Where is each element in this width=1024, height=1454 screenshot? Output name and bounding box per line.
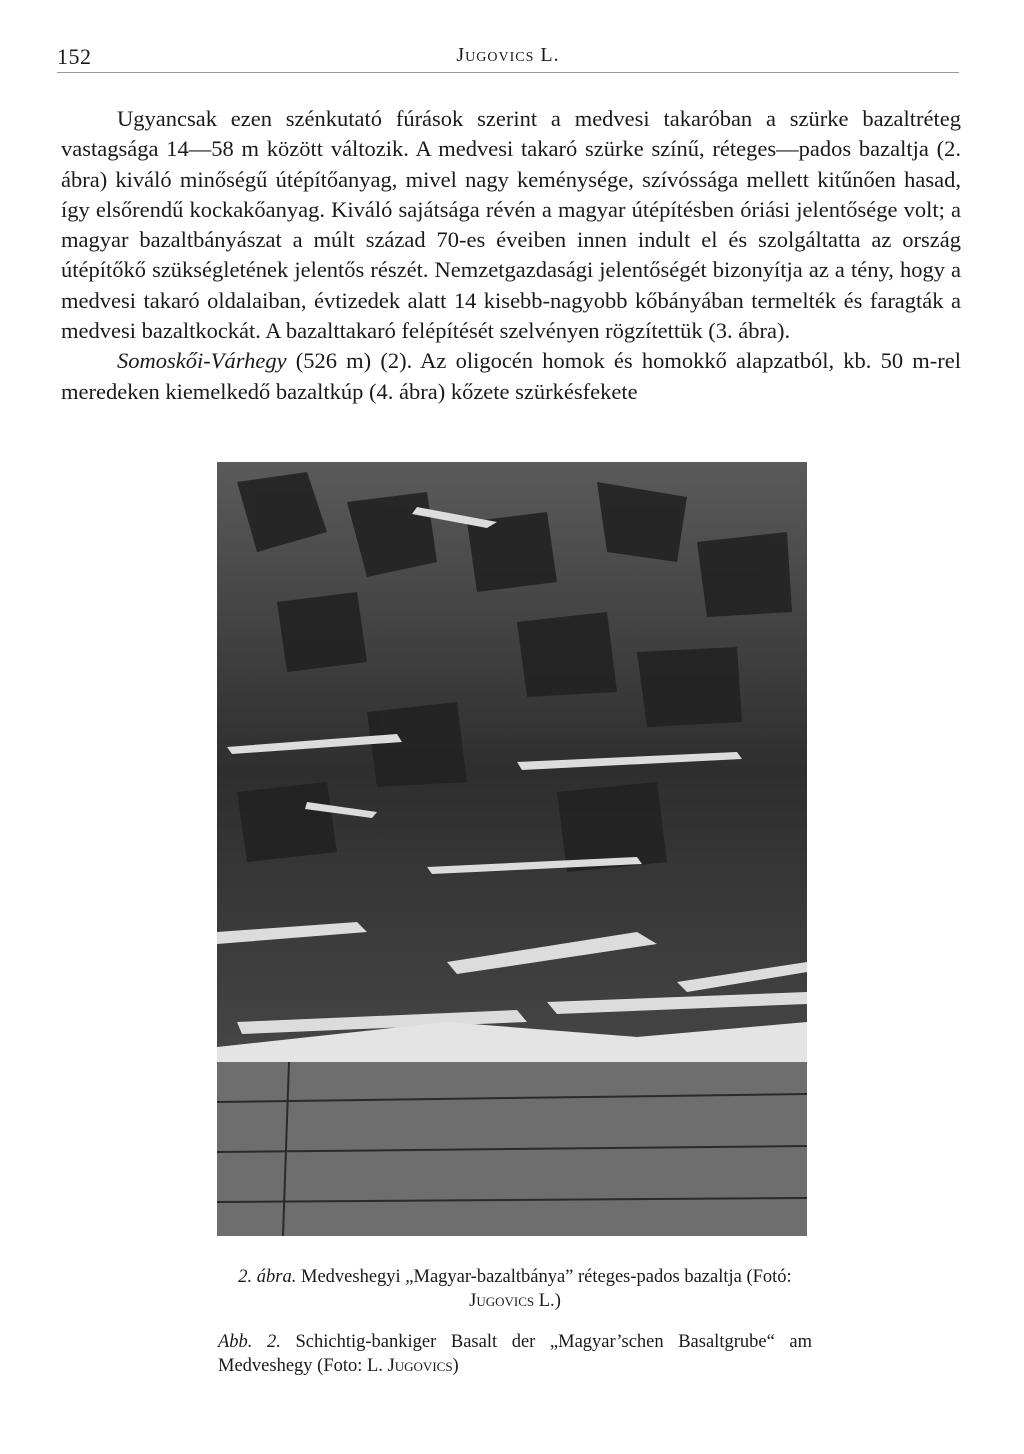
figure-caption-german <box>218 1330 812 1378</box>
figure-caption-hungarian <box>218 1265 812 1313</box>
caption-end: ) <box>452 1356 459 1376</box>
figure-label: 2. ábra. <box>238 1267 297 1287</box>
running-head: Jugovics L. <box>456 44 560 66</box>
figure-label: Abb. 2. <box>218 1332 281 1352</box>
caption-text: Medveshegyi „Magyar-bazaltbánya” réteges-pados bazaltja (Fotó: <box>296 1267 792 1287</box>
paragraph: Ugyancsak ezen szénkutató fúrások szerint a medvesi takaróban a szürke bazaltréteg vastagsága 14—58 m között változik. A medvesi takaró szürke színű, réteges—pados bazaltja (2. ábra) kiváló minőségű útépítőanyag, mivel nagy keménysége, szívóssága mellett kitűnően hasad, így elsőrendű kockakőanyag. Kiváló sajátsága révén a magyar útépítésben óriási jelentősége volt; a magyar bazaltbányászat a múlt század 70-es éveiben innen indult el és szolgáltatta az ország útépítőkő szükségletének jelentős részét. Nemzetgazdasági jelentőségét bizonyítja az a tény, hogy a medvesi takaró oldalaiban, évtizedek alatt 14 kisebb-nagyobb kőbányában termelték és faragták a medvesi bazaltkockát. A bazalttakaró felépítését szelvényen rögzítettük (3. ábra). <box>61 106 961 344</box>
photographer-name: Jugovics L. <box>469 1291 555 1311</box>
caption-end: ) <box>554 1291 561 1311</box>
page-header <box>57 38 959 73</box>
paragraph <box>61 346 961 407</box>
photographer-name: Jugovics <box>387 1356 453 1376</box>
caption-text: Schichtig-bankiger Basalt der „Magyar’schen Basaltgrube“ am Medveshegy (Foto: L. <box>218 1332 812 1376</box>
page-number: 152 <box>57 44 92 69</box>
place-name: Somoskői-Várhegy <box>117 348 287 374</box>
body-text <box>61 104 961 407</box>
photo-rendering <box>217 462 807 1236</box>
basalt-quarry-photo <box>217 462 807 1236</box>
paragraph-text: (526 m) (2). Az oligocén homok és homokkő alapzatból, kb. 50 m-rel meredeken kiemelkedő bazaltkúp (4. ábra) kőzete szürkésfekete <box>61 348 961 404</box>
